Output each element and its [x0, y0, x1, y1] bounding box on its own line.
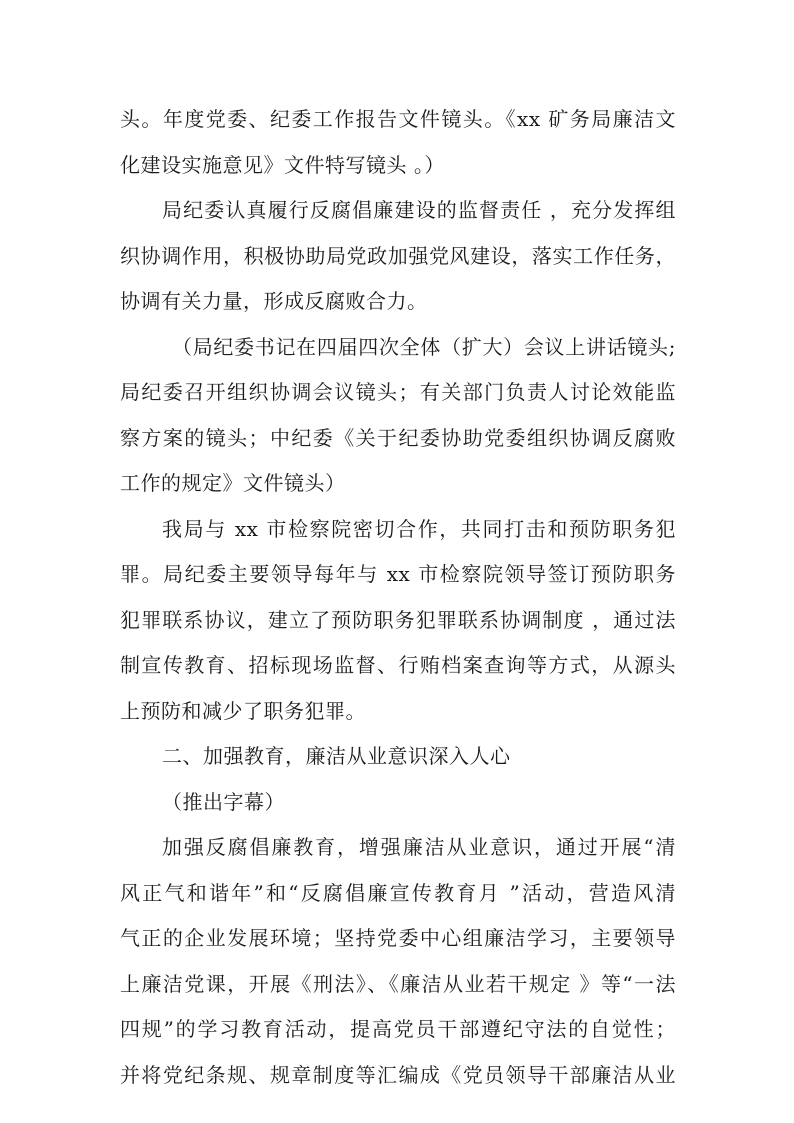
text-line: 气正的企业发展环境；坚持党委中心组廉洁学习，主要领导: [120, 926, 676, 950]
text-line: 织协调作用，积极协助局党政加强党风建设，落实工作任务，: [120, 243, 676, 268]
text-line: （局纪委书记在四届四次全体（扩大）会议上讲话镜头;: [172, 334, 676, 359]
caption-note: （推出字幕）: [162, 789, 285, 814]
text-line: 工作的规定》文件镜头）: [120, 471, 346, 495]
text-line: 上预防和减少了职务犯罪。: [120, 698, 366, 723]
text-line: 我局与 xx 市检察院密切合作，共同打击和预防职务犯: [162, 516, 676, 541]
text-line: 风正气和谐年”和“反腐倡廉宣传教育月 ”活动，营造风清: [120, 880, 676, 905]
text-line: 头。年度党委、纪委工作报告文件镜头。《xx 矿务局廉洁文: [120, 107, 676, 131]
section-heading: 二、加强教育，廉洁从业意识深入人心: [162, 744, 511, 768]
text-line: 四规”的学习教育活动，提高党员干部遵纪守法的自觉性；: [120, 1017, 676, 1041]
text-line: 加强反腐倡廉教育，增强廉洁从业意识，通过开展“清: [162, 835, 676, 859]
text-line: 化建设实施意见》文件特写镜头 。）: [120, 152, 445, 177]
text-line: 上廉洁党课，开展《刑法》、《廉洁从业若干规定 》等“一法: [120, 971, 676, 996]
text-line: 察方案的镜头；中纪委《关于纪委协助党委组织协调反腐败: [120, 425, 676, 450]
document-body: [120, 97, 676, 1098]
text-line: 并将党纪条规、规章制度等汇编成《党员领导干部廉洁从业: [120, 1062, 676, 1087]
text-line: 制宣传教育、招标现场监督、行贿档案查询等方式，从源头: [120, 653, 676, 677]
text-line: 局纪委认真履行反腐倡廉建设的监督责任 ，充分发挥组: [162, 198, 676, 222]
text-line: 犯罪联系协议，建立了预防职务犯罪联系协调制度 ，通过法: [120, 607, 676, 632]
text-line: 协调有关力量，形成反腐败合力。: [120, 289, 428, 313]
text-line: 罪。局纪委主要领导每年与 xx 市检察院领导签订预防职务: [120, 562, 676, 586]
text-line: 局纪委召开组织协调会议镜头；有关部门负责人讨论效能监: [120, 380, 676, 404]
